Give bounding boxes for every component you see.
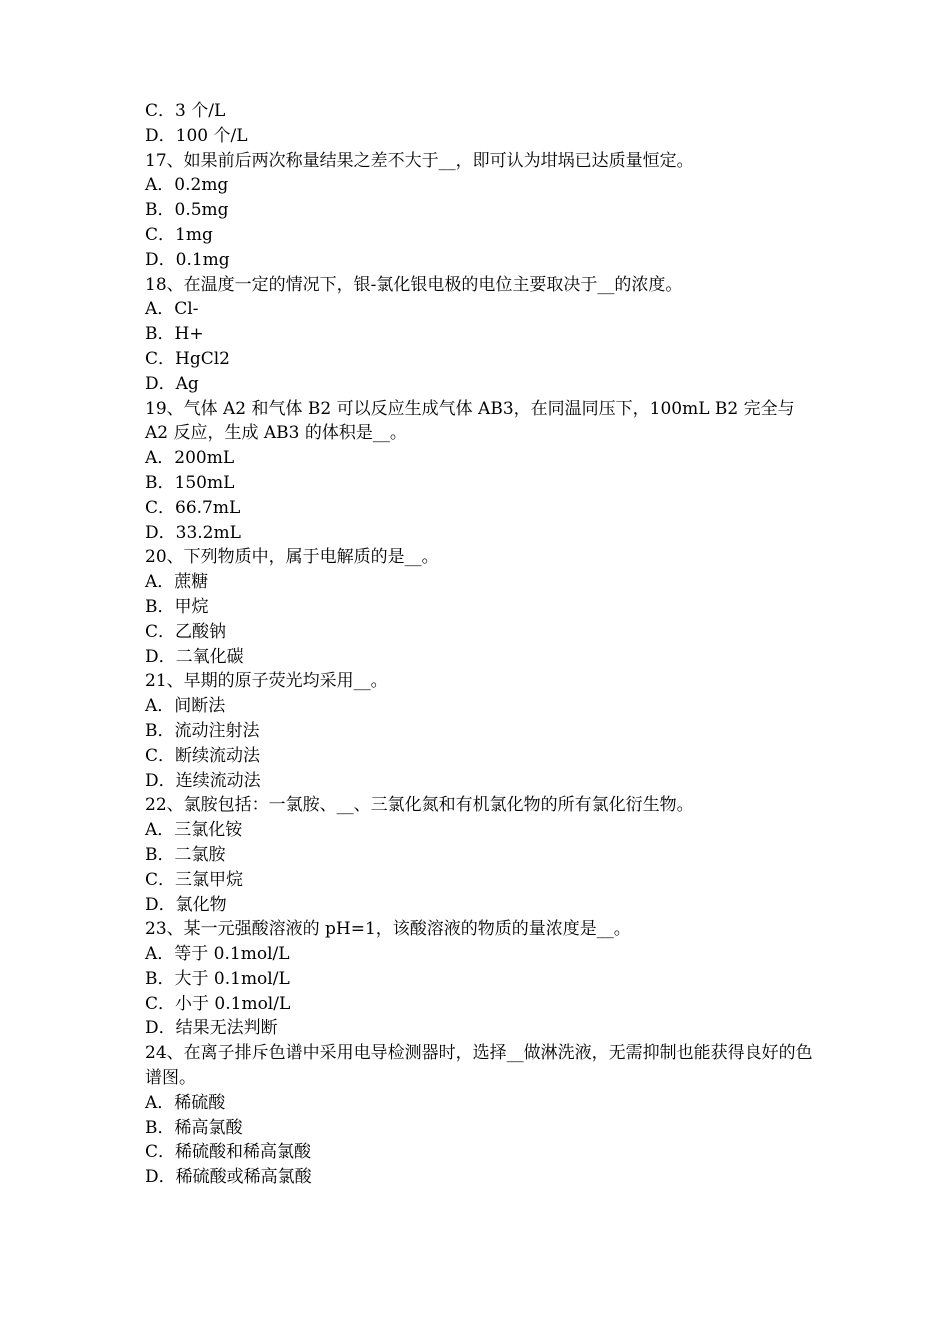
option-text: 三氯甲烷 bbox=[175, 869, 244, 890]
option-line bbox=[145, 471, 815, 496]
option-line bbox=[145, 446, 815, 471]
option-line bbox=[145, 496, 815, 521]
option-text: 稀硫酸和稀高氯酸 bbox=[175, 1142, 312, 1163]
option-letter: D． bbox=[145, 125, 176, 146]
option-text: 等于 0.1mol/L bbox=[174, 944, 290, 965]
option-text: 断续流动法 bbox=[175, 745, 261, 766]
option-line bbox=[145, 198, 815, 223]
option-line bbox=[145, 223, 815, 248]
option-letter: A． bbox=[145, 696, 175, 717]
question-block bbox=[145, 397, 815, 546]
question-stem: 23、某一元强酸溶液的 pH=1，该酸溶液的物质的量浓度是__。 bbox=[145, 919, 631, 940]
option-text: 100 个/L bbox=[175, 125, 248, 146]
option-text: 稀硫酸或稀高氯酸 bbox=[175, 1167, 312, 1188]
option-line bbox=[145, 992, 815, 1017]
option-line bbox=[145, 595, 815, 620]
option-line bbox=[145, 297, 815, 322]
option-letter: A． bbox=[145, 820, 175, 841]
option-letter: C． bbox=[145, 101, 176, 121]
question-block bbox=[145, 273, 815, 397]
option-line bbox=[145, 1165, 815, 1190]
option-letter: C． bbox=[145, 993, 176, 1014]
question-block bbox=[145, 149, 815, 273]
option-line bbox=[145, 744, 815, 769]
option-letter: D． bbox=[145, 249, 176, 270]
option-line bbox=[145, 347, 815, 372]
option-letter: D． bbox=[145, 646, 176, 667]
option-line bbox=[145, 1091, 815, 1116]
option-letter: D． bbox=[145, 894, 176, 915]
option-text: 甲烷 bbox=[174, 596, 209, 617]
option-line bbox=[145, 694, 815, 719]
option-line bbox=[145, 124, 815, 149]
option-text: 乙酸钠 bbox=[175, 621, 227, 642]
option-letter: A． bbox=[145, 448, 175, 469]
option-letter: D． bbox=[145, 1167, 176, 1188]
option-text: 结果无法判断 bbox=[175, 1018, 278, 1039]
option-letter: B． bbox=[145, 200, 175, 221]
option-text: H+ bbox=[174, 324, 204, 345]
question-stem: 17、如果前后两次称量结果之差不大于__，即可认为坩埚已达质量恒定。 bbox=[145, 150, 694, 171]
question-block bbox=[145, 669, 815, 793]
option-line bbox=[145, 868, 815, 893]
option-text: 150mL bbox=[174, 472, 235, 493]
option-text: 0.1mg bbox=[175, 249, 230, 270]
option-text: 小于 0.1mol/L bbox=[175, 993, 291, 1014]
exam-page-content bbox=[145, 99, 815, 1190]
option-line bbox=[145, 967, 815, 992]
option-letter: A． bbox=[145, 572, 175, 593]
option-line bbox=[145, 719, 815, 744]
option-letter: B． bbox=[145, 844, 175, 865]
option-text: 二氧化碳 bbox=[175, 646, 244, 667]
option-line bbox=[145, 645, 815, 670]
option-text: 二氯胺 bbox=[174, 844, 226, 865]
option-text: 66.7mL bbox=[175, 497, 241, 518]
question-stem: 18、在温度一定的情况下，银-氯化银电极的电位主要取决于__的浓度。 bbox=[145, 274, 683, 295]
option-text: 稀高氯酸 bbox=[174, 1117, 243, 1138]
option-text: 3 个/L bbox=[175, 101, 226, 121]
option-letter: C． bbox=[145, 497, 176, 518]
option-letter: D． bbox=[145, 1018, 176, 1039]
option-letter: C． bbox=[145, 224, 176, 245]
option-line bbox=[145, 893, 815, 918]
option-text: 0.5mg bbox=[174, 200, 229, 221]
question-stem: 20、下列物质中，属于电解质的是__。 bbox=[145, 547, 439, 568]
option-line bbox=[145, 1116, 815, 1141]
option-letter: A． bbox=[145, 175, 175, 196]
option-letter: D． bbox=[145, 522, 176, 543]
option-line bbox=[145, 1140, 815, 1165]
option-text: 蔗糖 bbox=[174, 572, 209, 593]
option-text: 0.2mg bbox=[174, 175, 229, 196]
option-line bbox=[145, 843, 815, 868]
question-stem: 19、气体 A2 和气体 B2 可以反应生成气体 AB3，在同温同压下，100mL B2 完全与 A2 反应，生成 AB3 的体积是__。 bbox=[145, 398, 795, 444]
option-text: 流动注射法 bbox=[174, 720, 260, 741]
option-letter: D． bbox=[145, 373, 176, 394]
option-letter: B． bbox=[145, 596, 175, 617]
question-stem: 21、早期的原子荧光均采用__。 bbox=[145, 671, 388, 692]
option-letter: C． bbox=[145, 745, 176, 766]
option-text: 三氯化铵 bbox=[174, 820, 243, 841]
question-block bbox=[145, 793, 815, 917]
option-letter: B． bbox=[145, 968, 175, 989]
option-line bbox=[145, 570, 815, 595]
option-text: 1mg bbox=[175, 224, 213, 245]
option-text: 稀硫酸 bbox=[174, 1092, 226, 1113]
option-letter: C． bbox=[145, 348, 176, 369]
option-text: Cl- bbox=[174, 299, 199, 320]
option-line bbox=[145, 521, 815, 546]
option-letter: A． bbox=[145, 299, 175, 320]
option-text: 连续流动法 bbox=[175, 770, 261, 791]
option-line bbox=[145, 173, 815, 198]
option-letter: C． bbox=[145, 621, 176, 642]
option-line bbox=[145, 322, 815, 347]
option-letter: A． bbox=[145, 944, 175, 965]
option-line bbox=[145, 248, 815, 273]
option-line bbox=[145, 99, 815, 124]
option-letter: B． bbox=[145, 324, 175, 345]
option-line bbox=[145, 769, 815, 794]
option-line bbox=[145, 942, 815, 967]
question-block bbox=[145, 917, 815, 1041]
option-text: 间断法 bbox=[174, 696, 226, 717]
option-text: 氯化物 bbox=[175, 894, 227, 915]
option-line bbox=[145, 818, 815, 843]
option-text: 大于 0.1mol/L bbox=[174, 968, 290, 989]
option-letter: D． bbox=[145, 770, 176, 791]
option-line bbox=[145, 1016, 815, 1041]
option-letter: B． bbox=[145, 720, 175, 741]
question-block bbox=[145, 545, 815, 669]
option-letter: C． bbox=[145, 869, 176, 890]
option-text: 33.2mL bbox=[175, 522, 241, 543]
option-text: Ag bbox=[175, 373, 199, 394]
option-letter: B． bbox=[145, 472, 175, 493]
option-text: 200mL bbox=[174, 448, 235, 469]
question-stem: 24、在离子排斥色谱中采用电导检测器时，选择__做淋洗液，无需抑制也能获得良好的色谱图。 bbox=[145, 1043, 813, 1089]
question-stem: 22、氯胺包括：一氯胺、__、三氯化氮和有机氯化物的所有氯化衍生物。 bbox=[145, 795, 694, 816]
option-letter: A． bbox=[145, 1092, 175, 1113]
option-letter: B． bbox=[145, 1117, 175, 1138]
option-line bbox=[145, 620, 815, 645]
option-line bbox=[145, 372, 815, 397]
question-block bbox=[145, 1041, 815, 1190]
option-letter: C． bbox=[145, 1142, 176, 1163]
option-text: HgCl2 bbox=[175, 348, 230, 369]
